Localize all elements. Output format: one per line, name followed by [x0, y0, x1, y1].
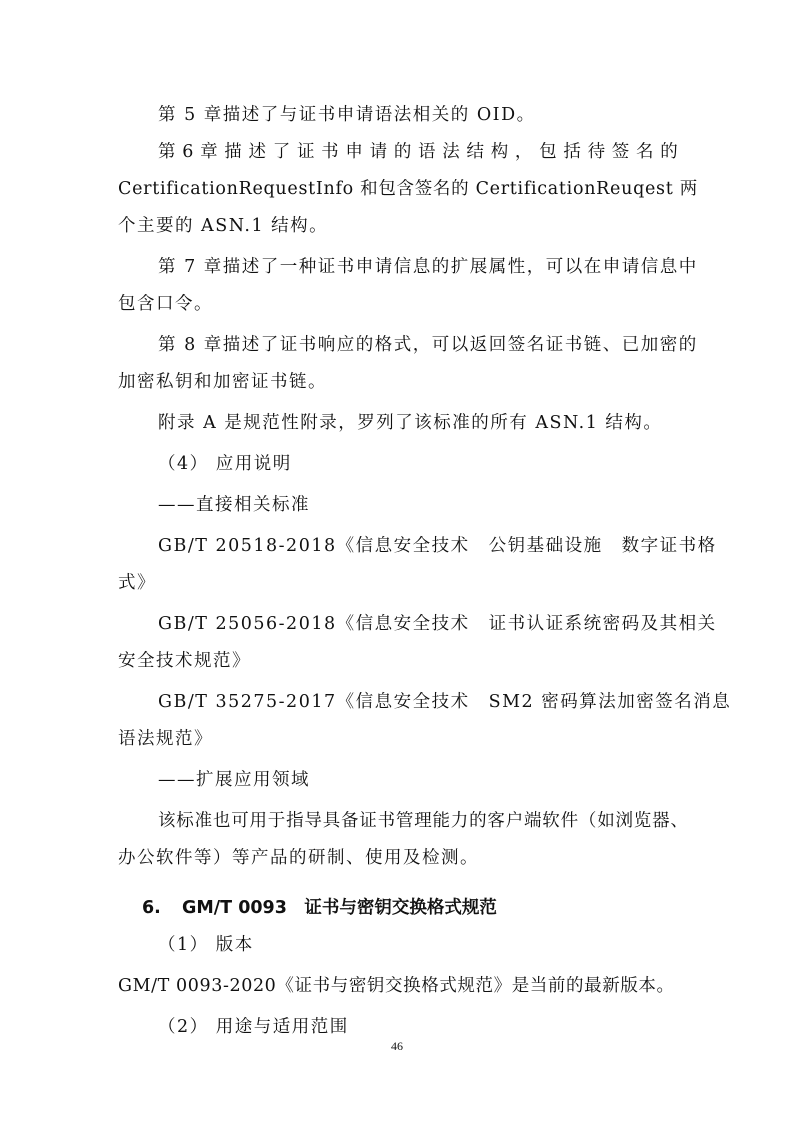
standard-item-2-line1: GB/T 25056-2018《信息安全技术 证书认证系统密码及其相关	[158, 614, 717, 634]
justified-token: 结	[466, 142, 484, 162]
justified-token: 证	[296, 142, 315, 162]
paragraph-appendix: 附录 A 是规范性附录，罗列了该标准的所有 ASN.1 结构。	[158, 413, 663, 433]
justified-token: 待	[587, 142, 606, 162]
justified-token: 签	[611, 142, 630, 162]
justified-token: 第	[158, 142, 176, 162]
justified-token: 请	[369, 142, 388, 162]
justified-token: 的	[660, 142, 678, 162]
justified-token: 述	[248, 142, 267, 162]
page-number: 46	[391, 1039, 403, 1053]
paragraph-chapter7-line2: 包含口令。	[118, 294, 213, 314]
justified-token: 了	[272, 142, 291, 162]
justified-token: 描	[224, 142, 242, 162]
paragraph-chapter5: 第 5 章描述了与证书申请语法相关的 OID。	[158, 105, 536, 125]
paragraph-extended-line2: 办公软件等）等产品的研制、使用及检测。	[118, 848, 479, 868]
paragraph-chapter8-line2: 加密私钥和加密证书链。	[118, 372, 327, 392]
paragraph-chapter6-line2: CertificationRequestInfo 和包含签名的 CertificationReuqest 两	[118, 179, 698, 199]
document-body	[118, 101, 732, 1041]
subheading-usage: （4） 应用说明	[158, 454, 292, 474]
standard-item-1-line1: GB/T 20518-2018《信息安全技术 公钥基础设施 数字证书格	[158, 536, 717, 556]
justified-token: 的	[393, 142, 412, 162]
paragraph-chapter8-line1: 第 8 章描述了证书响应的格式，可以返回签名证书链、已加密的	[158, 335, 698, 355]
subheading-purpose-scope: （2） 用途与适用范围	[158, 1017, 349, 1037]
justified-token: 6	[182, 142, 194, 162]
subheading-related-standards: ——直接相关标准	[158, 495, 310, 515]
standard-item-1-line2: 式》	[118, 573, 156, 593]
justified-token: 章	[200, 142, 218, 162]
standard-item-3-line1: GB/T 35275-2017《信息安全技术 SM2 密码算法加密签名消息	[158, 692, 732, 712]
paragraph-chapter6-line3: 个主要的 ASN.1 结构。	[118, 216, 329, 236]
justified-token: 书	[321, 142, 339, 162]
paragraph-version: GM/T 0093-2020《证书与密钥交换格式规范》是当前的最新版本。	[118, 976, 675, 996]
section-6-title: GM/T 0093 证书与密钥交换格式规范	[182, 898, 497, 918]
paragraph-chapter6-line1	[118, 138, 678, 166]
subheading-extended-fields: ——扩展应用领域	[158, 770, 310, 790]
justified-token: 构	[490, 142, 509, 162]
justified-token: 名	[636, 142, 654, 162]
justified-token: 包	[539, 142, 557, 162]
standard-item-2-line2: 安全技术规范》	[118, 651, 251, 671]
justified-token: ，	[514, 142, 533, 162]
section-6-heading	[142, 894, 678, 922]
subheading-version: （1） 版本	[158, 935, 254, 955]
justified-token: 语	[418, 142, 436, 162]
paragraph-chapter7-line1: 第 7 章描述了一种证书申请信息的扩展属性，可以在申请信息中	[158, 257, 698, 277]
section-6-number: 6.	[142, 898, 161, 918]
justified-token: 法	[442, 142, 460, 162]
justified-token: 申	[345, 142, 363, 162]
paragraph-extended-line1: 该标准也可用于指导具备证书管理能力的客户端软件（如浏览器、	[158, 811, 689, 831]
justified-token: 括	[563, 142, 581, 162]
standard-item-3-line2: 语法规范》	[118, 729, 213, 749]
